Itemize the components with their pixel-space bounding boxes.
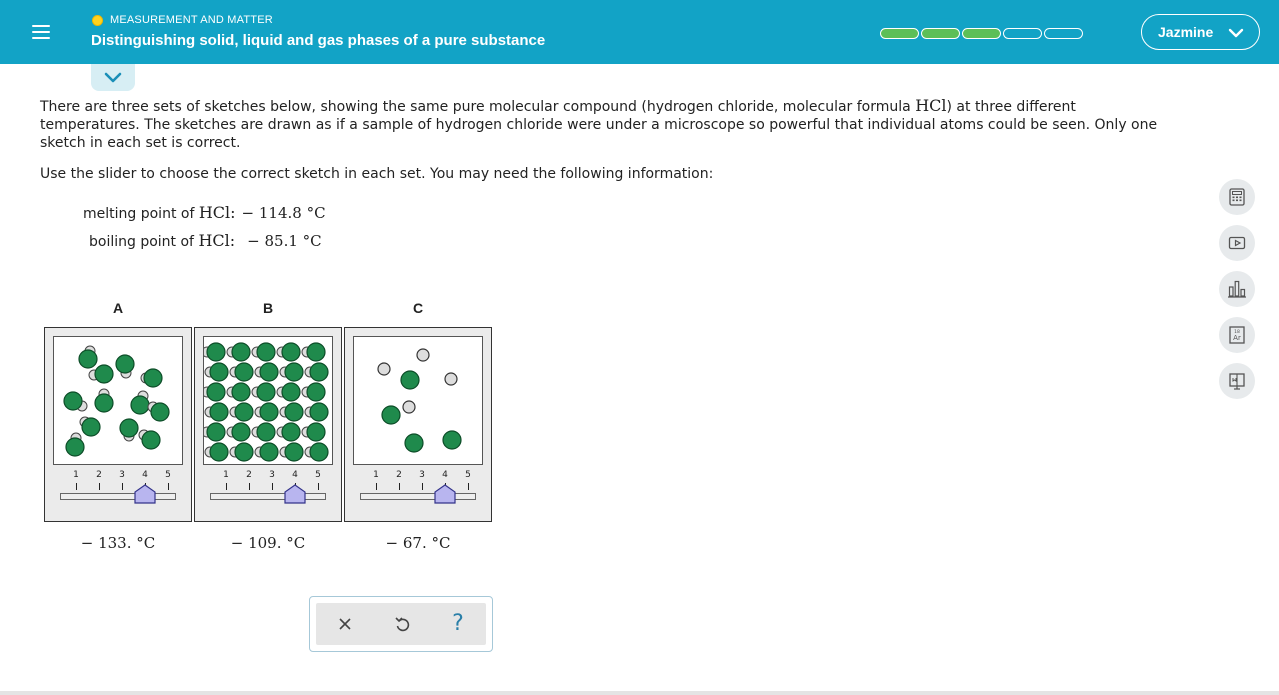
boiling-colon: : <box>229 231 236 250</box>
progress-segment <box>1003 28 1042 39</box>
sketch-a <box>53 336 183 465</box>
chlorine-atom <box>405 434 423 452</box>
slider-tick-mark <box>122 483 123 490</box>
sketch-set-a <box>44 327 192 522</box>
undo-icon <box>393 615 411 633</box>
hcl-molecule <box>227 343 250 361</box>
set-label-c: C <box>412 300 424 316</box>
undo-button[interactable] <box>385 607 419 641</box>
set-label-a: A <box>112 300 124 316</box>
hcl-molecule <box>95 389 113 412</box>
melting-value: − 114.8 °C <box>241 204 326 222</box>
boiling-formula: HCl <box>198 231 230 250</box>
progress-segment <box>962 28 1001 39</box>
periodic-table-icon <box>1227 325 1247 345</box>
user-name: Jazmine <box>1158 24 1214 40</box>
hamburger-menu-icon[interactable] <box>26 20 56 44</box>
hcl-molecule <box>302 423 325 441</box>
slider-tick-label: 2 <box>96 470 102 480</box>
slider-tick-label: 5 <box>315 470 321 480</box>
slider-tick-mark <box>399 483 400 490</box>
chlorine-atom <box>382 406 400 424</box>
slider-tick-mark <box>168 483 169 490</box>
slider-tick-label: 4 <box>142 470 148 480</box>
periodic-table-button[interactable] <box>1219 317 1255 353</box>
slider-tick-label: 5 <box>465 470 471 480</box>
molecule-sketch-a <box>54 337 182 464</box>
periodic-icon-symbol: Ar <box>1233 334 1241 342</box>
topic-status-dot <box>92 15 103 26</box>
progress-segment <box>1044 28 1083 39</box>
slider-tick-mark <box>422 483 423 490</box>
sketch-set-c <box>344 327 492 522</box>
statement-text: There are three sets of sketches below, showing the same pure molecular compound (hydrogen chloride, molecular formula <box>40 99 916 115</box>
action-buttons <box>316 603 486 645</box>
hcl-molecule <box>89 365 113 383</box>
temperature-b: − 109. °C <box>230 534 306 552</box>
hcl-molecule <box>227 383 250 401</box>
hcl-molecule <box>252 343 275 361</box>
hcl-molecule <box>252 423 275 441</box>
slider-tick-label: 3 <box>269 470 275 480</box>
slider-tick-mark <box>249 483 250 490</box>
slider-tick-label: 1 <box>223 470 229 480</box>
slider-track[interactable] <box>210 493 326 500</box>
slider-tick-label: 5 <box>165 470 171 480</box>
slider-tick-label: 4 <box>292 470 298 480</box>
slider-tick-mark <box>99 483 100 490</box>
hcl-molecule <box>205 403 228 421</box>
melting-label: melting point of <box>83 206 199 222</box>
melting-colon: : <box>230 203 236 222</box>
hcl-molecule <box>302 383 325 401</box>
chevron-down-icon <box>1228 25 1244 41</box>
hydrogen-atom <box>417 349 429 361</box>
slider-c <box>353 470 483 510</box>
help-button[interactable]: ? <box>452 611 464 636</box>
chlorine-atom <box>401 371 419 389</box>
melting-formula: HCl <box>198 203 231 222</box>
formula-hcl: HCl <box>915 96 947 115</box>
slider-tick-mark <box>468 483 469 490</box>
hcl-molecule <box>120 419 138 441</box>
hcl-molecule <box>205 443 228 461</box>
data-button[interactable] <box>1219 271 1255 307</box>
hcl-molecule <box>280 403 303 421</box>
hcl-molecule <box>204 383 225 401</box>
chlorine-atom <box>443 431 461 449</box>
slider-track[interactable] <box>60 493 176 500</box>
topic-row <box>92 14 273 26</box>
slider-track[interactable] <box>360 493 476 500</box>
problem-statement <box>40 97 1180 152</box>
hcl-molecule <box>280 443 303 461</box>
calculator-icon <box>1227 187 1247 207</box>
hcl-molecule <box>205 363 228 381</box>
chevron-down-icon <box>104 72 122 84</box>
hydrogen-atom <box>445 373 457 385</box>
hcl-molecule <box>64 392 87 411</box>
video-icon <box>1227 233 1247 253</box>
hcl-molecule <box>255 363 278 381</box>
hcl-molecule <box>230 443 253 461</box>
hcl-molecule <box>204 343 225 361</box>
hcl-molecule <box>255 443 278 461</box>
hcl-molecule <box>139 430 160 449</box>
answer-action-bar <box>309 596 493 652</box>
melting-point-info <box>83 203 326 222</box>
slider-tick-mark <box>376 483 377 490</box>
hcl-molecule <box>80 417 100 436</box>
slider-tick-label: 3 <box>119 470 125 480</box>
slider-b <box>203 470 333 510</box>
textbook-button[interactable] <box>1219 363 1255 399</box>
slider-tick-label: 2 <box>396 470 402 480</box>
boiling-value: − 85.1 °C <box>247 232 322 250</box>
hcl-molecule <box>277 423 300 441</box>
hydrogen-atom <box>378 363 390 375</box>
progress-bar <box>880 28 1085 39</box>
molecule-sketch-c <box>354 337 482 464</box>
close-icon <box>336 615 354 633</box>
molecule-sketch-b <box>204 337 332 464</box>
hcl-molecule <box>148 402 169 421</box>
hcl-molecule <box>230 403 253 421</box>
hcl-molecule <box>277 343 300 361</box>
slider-tick-label: 2 <box>246 470 252 480</box>
slider-tick-mark <box>318 483 319 490</box>
temperature-c: − 67. °C <box>385 534 451 552</box>
slider-tick-mark <box>226 483 227 490</box>
slider-thumb[interactable] <box>284 484 306 504</box>
boiling-point-info <box>89 231 322 250</box>
hcl-molecule <box>230 363 253 381</box>
slider-tick-label: 1 <box>373 470 379 480</box>
hcl-molecule <box>204 423 225 441</box>
calculator-button[interactable] <box>1219 179 1255 215</box>
periodic-icon-number: 18 <box>1234 330 1240 335</box>
lesson-title: Distinguishing solid, liquid and gas phases of a pure substance <box>91 32 546 49</box>
hcl-molecule <box>302 343 325 361</box>
topic-label: MEASUREMENT AND MATTER <box>110 14 273 26</box>
footer-divider <box>0 691 1279 695</box>
progress-segment <box>921 28 960 39</box>
user-menu-button[interactable] <box>1141 14 1260 50</box>
textbook-icon <box>1227 371 1247 391</box>
hcl-molecule <box>305 403 328 421</box>
hcl-molecule <box>66 433 84 456</box>
slider-tick-mark <box>76 483 77 490</box>
hcl-molecule <box>280 363 303 381</box>
progress-segment <box>880 28 919 39</box>
set-label-b: B <box>262 300 274 316</box>
slider-tick-label: 4 <box>442 470 448 480</box>
hcl-molecule <box>116 355 134 378</box>
chart-icon <box>1227 279 1247 299</box>
slider-tick-mark <box>272 483 273 490</box>
statement-text-cont: ) at three different temperatures. The sketches are drawn as if a sample of hydrogen chloride were under a microscope so powerful that individual atoms could be seen. Only one sketch in each set is correct. <box>40 99 1158 151</box>
sketch-c <box>353 336 483 465</box>
hydrogen-atom <box>403 401 415 413</box>
top-bar <box>0 0 1279 64</box>
slider-tick-label: 3 <box>419 470 425 480</box>
slider-a <box>53 470 183 510</box>
sketch-set-b <box>194 327 342 522</box>
video-button[interactable] <box>1219 225 1255 261</box>
hcl-molecule <box>227 423 250 441</box>
temperature-a: − 133. °C <box>80 534 156 552</box>
hcl-molecule <box>277 383 300 401</box>
slider-thumb[interactable] <box>134 484 156 504</box>
clear-button[interactable] <box>328 607 362 641</box>
hcl-molecule <box>305 363 328 381</box>
hcl-molecule <box>131 391 149 414</box>
hcl-molecule <box>79 346 97 368</box>
hcl-molecule <box>305 443 328 461</box>
boiling-label: boiling point of <box>89 234 199 250</box>
hcl-molecule <box>141 369 162 387</box>
slider-thumb[interactable] <box>434 484 456 504</box>
slider-tick-label: 1 <box>73 470 79 480</box>
collapse-header-tab[interactable] <box>91 64 135 91</box>
hcl-molecule <box>255 403 278 421</box>
slider-instruction: Use the slider to choose the correct sketch in each set. You may need the following information: <box>40 166 714 182</box>
sketch-b <box>203 336 333 465</box>
hcl-molecule <box>252 383 275 401</box>
